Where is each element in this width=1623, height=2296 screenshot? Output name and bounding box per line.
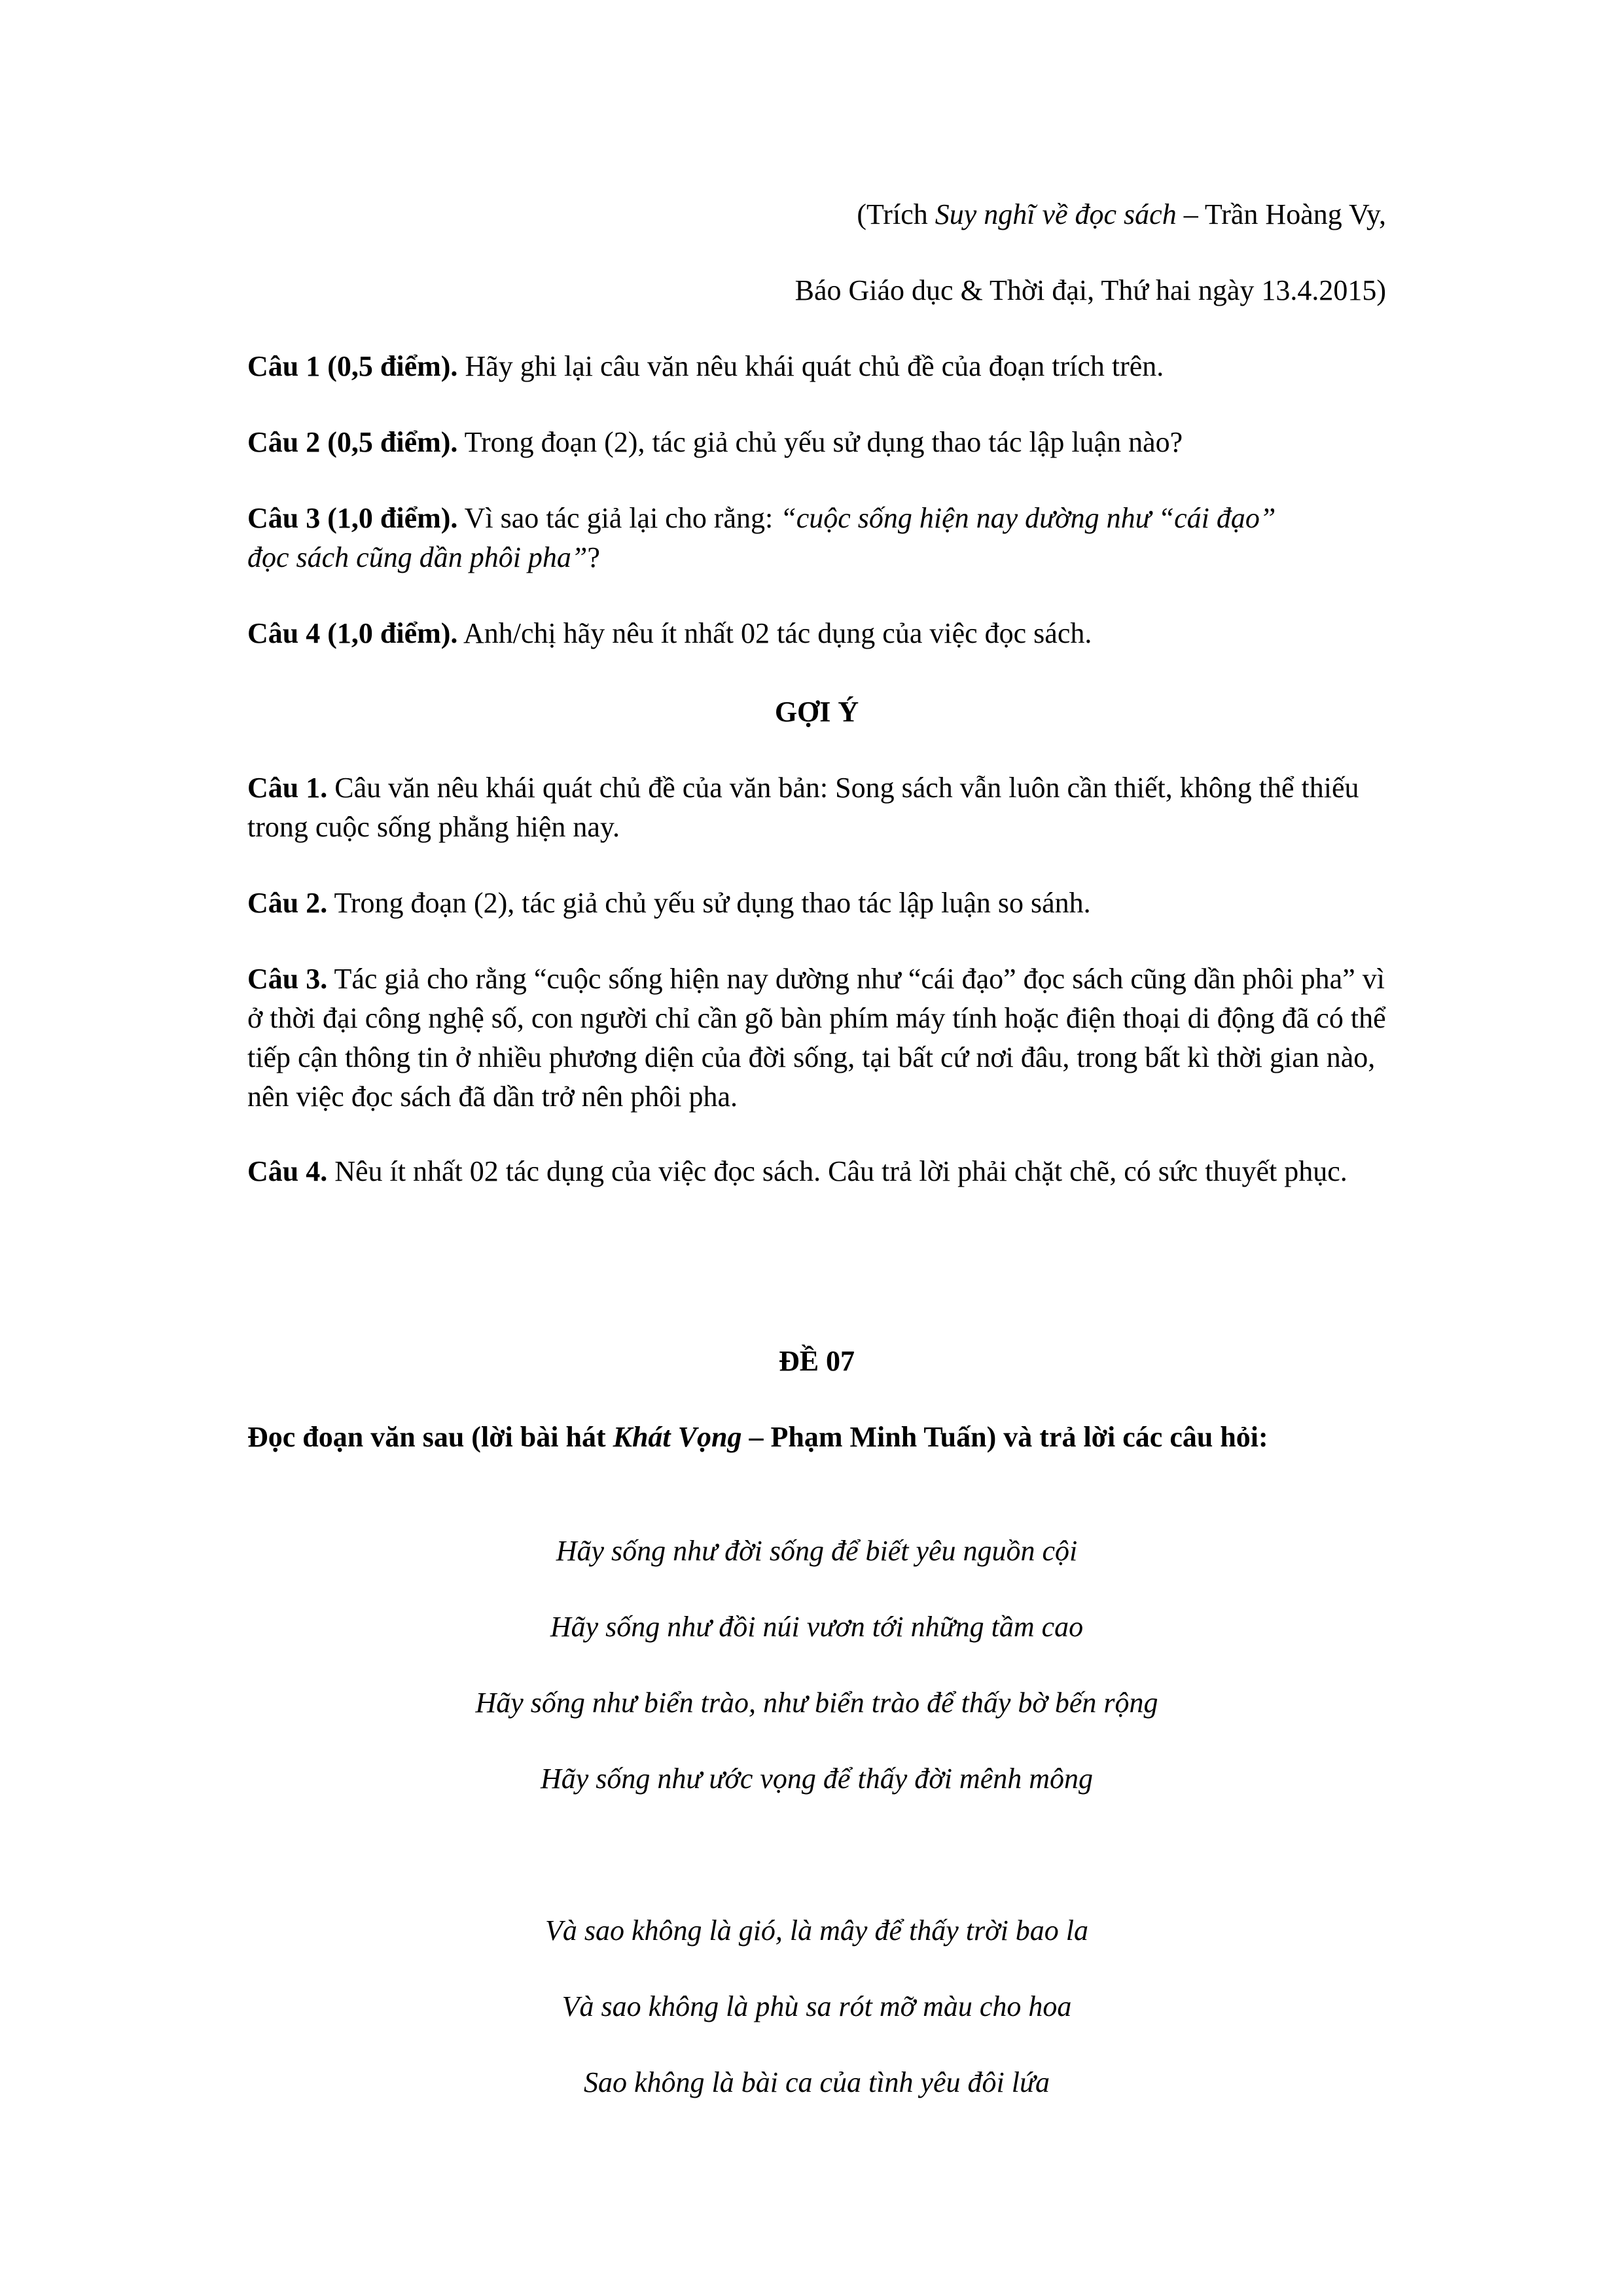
source-prefix: (Trích — [857, 198, 935, 230]
source-title: Suy nghĩ về đọc sách — [935, 198, 1177, 230]
answer-text: Nêu ít nhất 02 tác dụng của việc đọc sách. Câu trả lời phải chặt chẽ, có sức thuyết phục. — [327, 1155, 1347, 1187]
prompt-text-end: – Phạm Minh Tuấn) và trả lời các câu hỏi: — [741, 1421, 1268, 1453]
answer-3 — [247, 960, 1386, 1117]
lyric-line: Và sao không là gió, là mây để thấy trời bao la — [544, 1914, 1089, 1946]
question-label: Câu 3 (1,0 điểm). — [247, 502, 458, 534]
source-line-1 — [247, 195, 1386, 234]
question-4 — [247, 614, 1386, 653]
question-text: Trong đoạn (2), tác giả chủ yếu sử dụng thao tác lập luận nào? — [457, 426, 1183, 458]
lyric-line: Và sao không là phù sa rót mỡ màu cho hoa — [562, 1990, 1072, 2022]
reading-prompt — [247, 1418, 1373, 1457]
answer-4 — [247, 1152, 1386, 1191]
answer-label: Câu 2. — [247, 887, 328, 919]
answer-1 — [247, 768, 1386, 847]
prompt-song-title: Khát Vọng — [613, 1421, 742, 1453]
question-text: Anh/chị hãy nêu ít nhất 02 tác dụng của việc đọc sách. — [457, 617, 1092, 649]
source-line-2: Báo Giáo dục & Thời đại, Thứ hai ngày 13.4.2015) — [794, 274, 1386, 306]
question-label: Câu 2 (0,5 điểm). — [247, 426, 458, 458]
question-end: ? — [587, 541, 600, 573]
answer-label: Câu 1. — [247, 772, 328, 804]
answer-label: Câu 3. — [247, 963, 328, 995]
question-text: Vì sao tác giả lại cho rằng: — [457, 502, 781, 534]
question-1 — [247, 347, 1386, 386]
question-label: Câu 1 (0,5 điểm). — [247, 350, 458, 382]
lyric-line: Sao không là bài ca của tình yêu đôi lứa — [584, 2066, 1050, 2098]
lyric-line: Hãy sống như đời sống để biết yêu nguồn cội — [556, 1535, 1078, 1567]
prompt-text: Đọc đoạn văn sau (lời bài hát — [247, 1421, 613, 1453]
question-label: Câu 4 (1,0 điểm). — [247, 617, 458, 649]
lyric-line: Hãy sống như ước vọng để thấy đời mênh mông — [540, 1763, 1094, 1795]
question-quote: “cuộc sống hiện nay dường như “cái đạo” đọc sách cũng dần phôi pha” — [247, 502, 1276, 573]
hint-title: GỢI Ý — [774, 696, 859, 728]
answer-label: Câu 4. — [247, 1155, 328, 1187]
lyric-line: Hãy sống như biển trào, như biển trào để thấy bờ bến rộng — [475, 1687, 1158, 1719]
question-text: Hãy ghi lại câu văn nêu khái quát chủ đề của đoạn trích trên. — [457, 350, 1164, 382]
lyric-line: Hãy sống như đồi núi vươn tới những tầm cao — [550, 1611, 1084, 1643]
answer-text: Trong đoạn (2), tác giả chủ yếu sử dụng thao tác lập luận so sánh. — [327, 887, 1091, 919]
answer-2 — [247, 884, 1386, 923]
answer-text: Tác giả cho rằng “cuộc sống hiện nay dường như “cái đạo” đọc sách cũng dần phôi pha” vì ở thời đại công nghệ số, con người chỉ cần gõ bàn phím máy tính hoặc điện thoại di động đã có thể tiếp cận thông tin ở nhiều phương diện của đời sống, tại bất cứ nơi đâu, trong bất kì thời gian nào, nên việc đọc sách đã dần trở nên phôi pha. — [247, 963, 1386, 1113]
question-3 — [247, 499, 1294, 577]
answer-text: Câu văn nêu khái quát chủ đề của văn bản: Song sách vẫn luôn cần thiết, không thể thiếu trong cuộc sống phẳng hiện nay. — [247, 772, 1359, 843]
exam-title: ĐỀ 07 — [778, 1345, 855, 1377]
source-author: – Trần Hoàng Vy, — [1176, 198, 1386, 230]
question-2 — [247, 423, 1386, 462]
